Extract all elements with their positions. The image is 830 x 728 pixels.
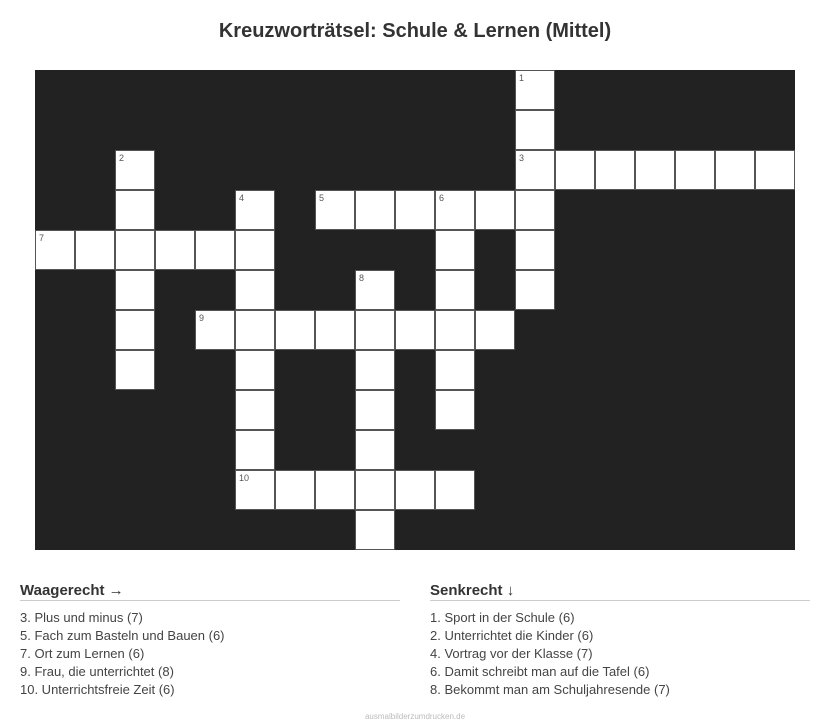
grid-cell[interactable] [195,230,235,270]
clue-number: 2 [119,153,125,163]
grid-cell[interactable] [355,350,395,390]
grid-cell[interactable] [435,470,475,510]
grid-cell[interactable] [195,310,235,350]
grid-cell[interactable] [475,190,515,230]
clue-number: 4 [239,193,245,203]
clue-number: 8 [359,273,365,283]
across-heading: Waagerecht → [20,582,400,601]
grid-cell[interactable] [435,230,475,270]
clue-item: 2. Unterrichtet die Kinder (6) [430,628,594,643]
grid-cell[interactable] [115,270,155,310]
grid-cell[interactable] [395,310,435,350]
clue-number: 5 [319,193,325,203]
grid-cell[interactable] [355,430,395,470]
grid-cell[interactable] [355,190,395,230]
grid-cell[interactable] [115,350,155,390]
grid-cell[interactable] [515,270,555,310]
grid-cell[interactable] [115,310,155,350]
grid-cell[interactable] [555,150,595,190]
grid-cell[interactable] [515,190,555,230]
down-clue-list [430,609,810,699]
grid-cell[interactable] [275,470,315,510]
grid-cell[interactable] [275,310,315,350]
grid-cell[interactable] [395,190,435,230]
clue-number: 10 [239,473,250,483]
grid-cell[interactable] [235,310,275,350]
grid-cell[interactable] [595,150,635,190]
grid-cell[interactable] [755,150,795,190]
grid-cell[interactable] [435,310,475,350]
grid-cell[interactable] [235,470,275,510]
clue-item: 7. Ort zum Lernen (6) [20,646,145,661]
grid-cell[interactable] [235,230,275,270]
grid-cell[interactable] [115,230,155,270]
grid-cell[interactable] [155,230,195,270]
clue-item: 1. Sport in der Schule (6) [430,610,575,625]
grid-cell[interactable] [235,190,275,230]
grid-cell[interactable] [115,190,155,230]
grid-cell[interactable] [515,150,555,190]
grid-cell[interactable] [355,510,395,550]
footer-credit: ausmalbilderzumdrucken.de [364,712,466,721]
grid-cell[interactable] [515,70,555,110]
grid-cell[interactable] [515,110,555,150]
grid-cell[interactable] [435,350,475,390]
grid-cell[interactable] [715,150,755,190]
page-title: Kreuzworträtsel: Schule & Lernen (Mittel) [218,20,612,42]
clue-number: 3 [519,153,525,163]
clue-item: 4. Vortrag vor der Klasse (7) [430,646,593,661]
clue-number: 9 [199,313,205,323]
grid-cell[interactable] [675,150,715,190]
across-clue-list [20,609,400,699]
grid-cell[interactable] [395,470,435,510]
grid-cell[interactable] [315,190,355,230]
grid-cell[interactable] [315,310,355,350]
grid-cell[interactable] [235,350,275,390]
grid-cell[interactable] [435,270,475,310]
grid-cell[interactable] [235,270,275,310]
down-heading: Senkrecht ↓ [430,582,810,601]
grid-cell[interactable] [75,230,115,270]
grid-cell[interactable] [435,190,475,230]
grid-cell[interactable] [475,310,515,350]
grid-cell[interactable] [115,150,155,190]
clues-across [20,582,400,699]
clue-item: 8. Bekommt man am Schuljahresende (7) [430,682,670,697]
grid-cell[interactable] [355,310,395,350]
grid-cell[interactable] [235,430,275,470]
grid-cell[interactable] [355,470,395,510]
clue-item: 3. Plus und minus (7) [20,610,143,625]
grid-cell[interactable] [355,270,395,310]
clue-item: 9. Frau, die unterrichtet (8) [20,664,174,679]
clue-number: 6 [439,193,445,203]
grid-cell[interactable] [635,150,675,190]
grid-cell[interactable] [315,470,355,510]
crossword-grid [35,70,795,550]
grid-cell[interactable] [355,390,395,430]
clue-item: 6. Damit schreibt man auf die Tafel (6) [430,664,650,679]
clues-down [430,582,810,699]
grid-cell[interactable] [235,390,275,430]
clue-number: 1 [519,73,525,83]
clue-item: 10. Unterrichtsfreie Zeit (6) [20,682,175,697]
grid-cell[interactable] [435,390,475,430]
clue-number: 7 [39,233,45,243]
grid-cell[interactable] [35,230,75,270]
grid-cell[interactable] [515,230,555,270]
clue-item: 5. Fach zum Basteln und Bauen (6) [20,628,225,643]
